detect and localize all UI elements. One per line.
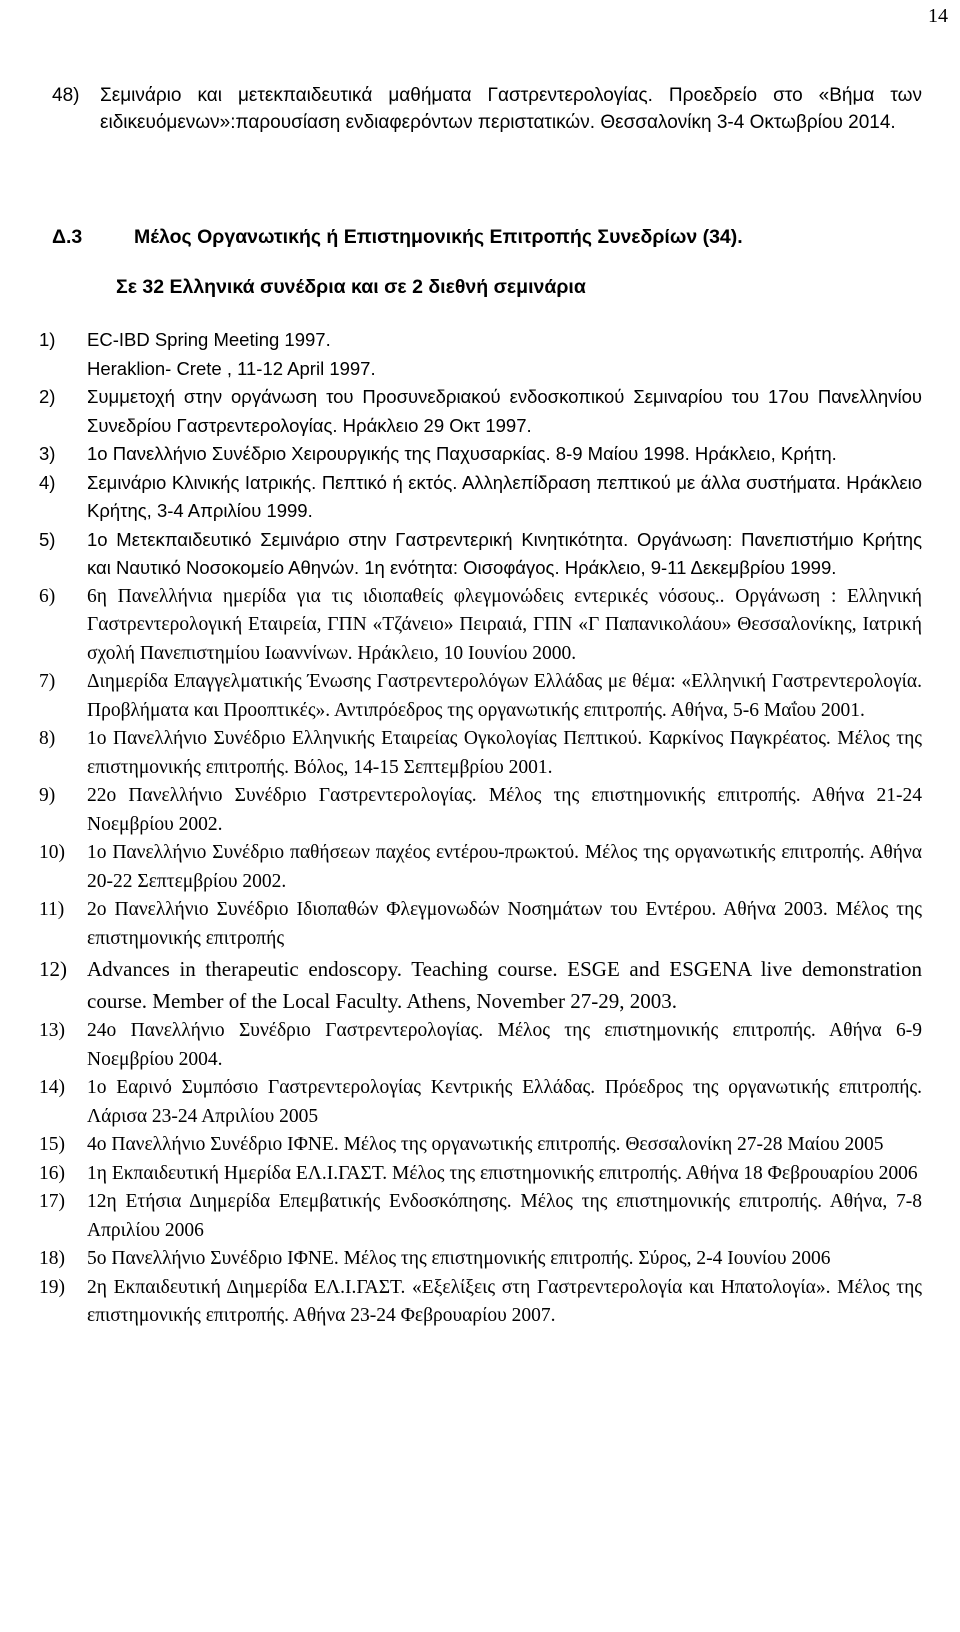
section-subtitle: Σε 32 Ελληνικά συνέδρια και σε 2 διεθνή σεμινάρια — [116, 276, 586, 298]
item-text: Σεμινάριο Κλινικής Ιατρικής. Πεπτικό ή εκτός. Αλληλεπίδραση πεπτικού με άλλα συστήματα. Ηράκλειο Κρήτης, 3-4 Απριλίου 1999. — [87, 471, 922, 521]
item-text — [87, 326, 922, 383]
item-text: 2η Εκπαιδευτική Διημερίδα ΕΛ.Ι.ΓΑΣΤ. «Εξελίξεις στη Γαστρεντερολογία και Ηπατολογία». Μέλος της επιστημονικής επιτροπής. Αθήνα 23-24 Φεβρουαρίου 2007. — [87, 1276, 922, 1326]
list-item — [39, 583, 922, 669]
item-text: 24ο Πανελλήνιο Συνέδριο Γαστρεντερολογίας. Μέλος της επιστημονικής επιτροπής. Αθήνα 6-9 Νοεμβρίου 2004. — [87, 1020, 922, 1070]
item-text: Συμμετοχή στην οργάνωση του Προσυνεδριακού ενδοσκοπικού Σεμιναρίου του 17ου Πανελληνίου Συνεδρίου Γαστρεντερολογίας. Ηράκλειο 29 Οκτ 1997. — [87, 386, 922, 436]
item-number: 12) — [39, 957, 67, 981]
section-code: Δ.3 — [52, 226, 83, 248]
list-item — [39, 1245, 922, 1274]
item-text: 1ο Πανελλήνιο Συνέδριο Ελληνικής Εταιρείας Ογκολογίας Πεπτικού. Καρκίνος Παγκρέατος. Μέλος της επιστημονικής επιτροπής. Βόλος, 14-15 Σεπτεμβρίου 2001. — [87, 728, 922, 778]
item-text: 1ο Μετεκπαιδευτικό Σεμινάριο στην Γαστρεντερική Κινητικότητα. Οργάνωση: Πανεπιστήμιο Κρήτης και Ναυτικό Νοσοκομείο Αθηνών. 1η ενότητα: Οισοφάγος. Ηράκλειο, 9-11 Δεκεμβρίου 1999. — [87, 528, 922, 578]
item-text: 1ο Πανελλήνιο Συνέδριο παθήσεων παχέος εντέρου-πρωκτού. Μέλος της οργανωτικής επιτροπής. Αθήνα 20-22 Σεπτεμβρίου 2002. — [87, 842, 922, 892]
item-number: 19) — [39, 1276, 65, 1298]
list-item — [39, 896, 922, 953]
item-number: 8) — [39, 728, 56, 749]
item-number: 3) — [39, 443, 56, 464]
item-text: 4ο Πανελλήνιο Συνέδριο ΙΦΝΕ. Μέλος της οργανωτικής επιτροπής. Θεσσαλονίκη 27-28 Μαίου 2005 — [87, 1134, 884, 1155]
item-number: 10) — [39, 842, 65, 863]
item-number: 6) — [39, 585, 56, 607]
committee-list — [39, 326, 922, 1331]
item-number: 2) — [39, 386, 56, 407]
list-item — [39, 526, 922, 583]
document-body — [39, 82, 922, 1331]
list-item — [39, 1188, 922, 1245]
item-text: 22ο Πανελλήνιο Συνέδριο Γαστρεντερολογίας. Μέλος της επιστημονικής επιτροπής. Αθήνα 21-24 Νοεμβρίου 2002. — [87, 785, 922, 835]
item-text: Σεμινάριο και μετεκπαιδευτικά μαθήματα Γαστρεντερολογίας. Προεδρείο στο «Βήμα των ειδικευόμενων»:παρουσίαση ενδιαφερόντων περιστατικών. Θεσσαλονίκη 3-4 Οκτωβρίου 2014. — [100, 85, 922, 133]
item-number: 11) — [39, 899, 65, 920]
list-item — [39, 469, 922, 526]
item-number: 18) — [39, 1248, 65, 1269]
item-number: 14) — [39, 1077, 65, 1098]
item-number: 16) — [39, 1162, 65, 1184]
item-text-line1: Advances in therapeutic endoscopy. Teaching course. ESGE and ESGENA live — [87, 957, 793, 981]
item-text: Διημερίδα Επαγγελματικής Ένωσης Γαστρεντερολόγων Ελλάδας με θέμα: «Ελληνική Γαστρεντερολογία. Προβλήματα και Προοπτικές». Αντιπρόεδρος της οργανωτικής επιτροπής. Αθήνα, 5-6 Μαΐου 2001. — [87, 671, 922, 721]
list-item — [39, 326, 922, 383]
list-item — [39, 1131, 922, 1160]
list-item-48 — [52, 82, 922, 136]
item-number: 4) — [39, 471, 56, 493]
page-number: 14 — [928, 5, 948, 27]
item-number: 17) — [39, 1191, 65, 1212]
item-number: 48) — [52, 85, 80, 106]
list-item — [39, 668, 922, 725]
item-text: 5ο Πανελλήνιο Συνέδριο ΙΦΝΕ. Μέλος της επιστημονικής επιτροπής. Σύρος, 2-4 Ιουνίου 2006 — [87, 1248, 831, 1269]
list-item — [39, 440, 922, 469]
item-number: 5) — [39, 528, 56, 550]
section-title: Μέλος Οργανωτικής ή Επιστημονικής Επιτροπής Συνεδρίων (34). — [134, 226, 743, 248]
item-text-line1: EC-IBD Spring Meeting 1997. — [87, 329, 331, 350]
list-item — [39, 725, 922, 782]
item-text: 2ο Πανελλήνιο Συνέδριο Ιδιοπαθών Φλεγμονωδών Νοσημάτων του Εντέρου. Αθήνα 2003. Μέλος της επιστημονικής επιτροπής — [87, 899, 922, 949]
item-text: 6η Πανελλήνια ημερίδα για τις ιδιοπαθείς φλεγμονώδεις εντερικές νόσους.. Οργάνωση : Ελληνική Γαστρεντερολογική Εταιρεία, ΓΠΝ «Τζάνειο» Πειραιά, ΓΠΝ «Γ Παπανικολάου» Θεσσαλονίκης, Ιατρική σχολή Πανεπιστημίου Ιωαννίνων. Ηράκλειο, 10 Ιουνίου 2000. — [87, 585, 922, 664]
list-item — [39, 953, 922, 1017]
list-item — [39, 839, 922, 896]
item-number: 13) — [39, 1020, 65, 1041]
list-item — [39, 1074, 922, 1131]
section-heading — [52, 224, 922, 250]
item-text: 12η Ετήσια Διημερίδα Επεμβατικής Ενδοσκόπησης. Μέλος της επιστημονικής επιτροπής. Αθήνα, 7-8 Απριλίου 2006 — [87, 1191, 922, 1241]
item-number: 1) — [39, 329, 56, 350]
list-item — [39, 1017, 922, 1074]
item-text — [87, 953, 922, 1017]
item-text-line2: Heraklion- Crete , 11-12 April 1997. — [87, 357, 376, 379]
item-number: 15) — [39, 1134, 65, 1155]
list-item — [39, 782, 922, 839]
list-item — [39, 383, 922, 440]
item-text: 1η Εκπαιδευτική Ημερίδα ΕΛ.Ι.ΓΑΣΤ. Μέλος της επιστημονικής επιτροπής. Αθήνα 18 Φεβρουαρίου 2006 — [87, 1162, 918, 1184]
item-number: 9) — [39, 785, 56, 806]
item-text: 1ο Εαρινό Συμπόσιο Γαστρεντερολογίας Κεντρικής Ελλάδας. Πρόεδρος της οργανωτικής επιτροπής. Λάρισα 23-24 Απριλίου 2005 — [87, 1077, 922, 1127]
item-number: 7) — [39, 671, 56, 692]
list-item — [39, 1160, 922, 1189]
list-item — [39, 1274, 922, 1331]
item-text: 1ο Πανελλήνιο Συνέδριο Χειρουργικής της Παχυσαρκίας. 8-9 Μαίου 1998. Ηράκλειο, Κρήτη. — [87, 443, 837, 464]
item-text-line2: demonstration course. Member of the Local Faculty. Athens, November 27-29, 2003. — [87, 957, 922, 1013]
